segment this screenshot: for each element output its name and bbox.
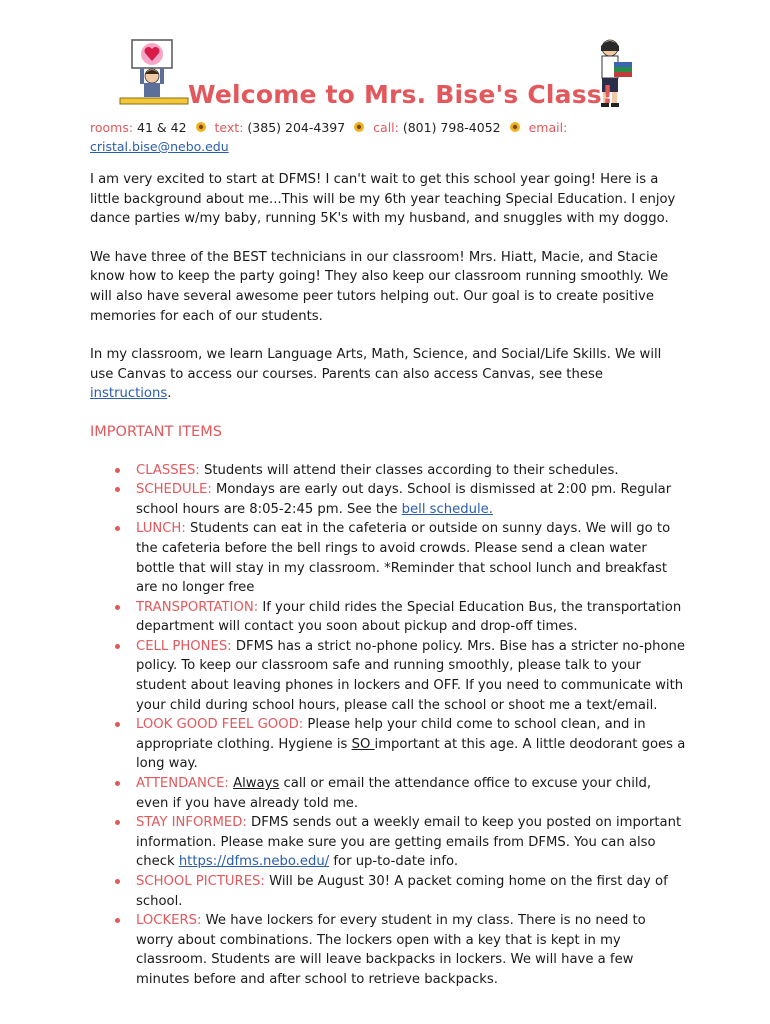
item-label: TRANSPORTATION:: [136, 599, 259, 615]
classroom-text: In my classroom, we learn Language Arts, Math, Science, and Social/Life Skills. We will use Canvas to access our courses. Parents can also access Canvas, see these: [90, 347, 662, 382]
bullet-icon: [115, 879, 120, 884]
list-item-cell-phones: [136, 637, 686, 715]
bullet-icon: [115, 820, 120, 825]
item-text: Students will attend their classes according to their schedules.: [199, 462, 619, 478]
text-label: text:: [214, 120, 244, 135]
sunflower-icon: [353, 121, 365, 133]
list-item-transportation: [136, 598, 686, 637]
contact-line: [90, 118, 690, 156]
rooms-value: 41 & 42: [137, 120, 187, 135]
item-text: DFMS sends out a weekly email to keep you posted on important information. Please make sure you are getting emails from DFMS. You can also check: [136, 815, 682, 870]
page-title: Welcome to Mrs. Bise's Class!: [188, 80, 614, 109]
rooms-label: rooms:: [90, 120, 134, 135]
email-link[interactable]: cristal.bise@nebo.edu: [90, 139, 229, 154]
item-label: CLASSES:: [136, 462, 200, 478]
bullet-icon: [115, 468, 120, 473]
bullet-icon: [115, 918, 120, 923]
list-item-lockers: [136, 911, 686, 989]
call-label: call:: [373, 120, 399, 135]
item-label: LUNCH:: [136, 521, 186, 537]
call-value: (801) 798-4052: [402, 120, 501, 135]
list-item-look-good: [136, 715, 686, 774]
bullet-icon: [115, 526, 120, 531]
item-label: ATTENDANCE:: [136, 776, 229, 792]
item-text: If your child rides the Special Education Bus, the transportation department will contact you soon about pickup and drop-off times.: [136, 599, 682, 635]
email-label: email:: [528, 120, 568, 135]
bullet-icon: [115, 644, 120, 649]
emphasis-so: SO: [351, 736, 375, 752]
list-item-schedule: [136, 480, 686, 519]
bullet-icon: [115, 605, 120, 610]
text-value: (385) 204-4397: [247, 120, 346, 135]
item-label: SCHEDULE:: [136, 482, 212, 498]
sunflower-icon: [509, 121, 521, 133]
bullet-icon: [115, 487, 120, 492]
item-text: DFMS has a strict no-phone policy. Mrs. Bise has a stricter no-phone policy. To keep our classroom safe and running smoothly, please talk to your student about leaving phones in lockers and OFF. If you need to communicate with your child during school hours, please call the school or shoot me a text/email.: [136, 638, 685, 713]
header: [0, 0, 770, 118]
item-label: SCHOOL PICTURES:: [136, 874, 265, 889]
bullet-icon: [115, 781, 120, 786]
list-item-stay-informed: [136, 813, 686, 872]
list-item-attendance: [136, 774, 686, 813]
list-item-lunch: [136, 519, 686, 597]
item-text: call or email the attendance office to excuse your child, even if you have already told me.: [136, 776, 652, 811]
item-text: Will be August 30! A packet coming home on the first day of school.: [136, 874, 668, 909]
item-text: Mondays are early out days. School is dismissed at 2:00 pm. Regular school hours are 8:05-2:45 pm. See the: [136, 482, 672, 517]
item-text: Please help your child come to school clean, and in appropriate clothing. Hygiene is: [136, 717, 646, 752]
item-text: We have lockers for every student in my class. There is no need to worry about combinations. The lockers open with a key that is kept in my classroom. Students are will leave backpacks in lockers. We will have a few minutes before and after school to retrieve backpacks.: [136, 913, 646, 987]
item-text: for up-to-date info.: [329, 854, 459, 870]
item-text: important at this age. A little deodorant goes a long way.: [136, 736, 686, 772]
item-label: LOOK GOOD FEEL GOOD:: [136, 717, 304, 733]
technicians-paragraph: We have three of the BEST technicians in our classroom! Mrs. Hiatt, Macie, and Stacie know how to keep the party going! They also keep our classroom running smoothly. We will also have several awesome peer tutors helping out. Our goal is to create positive memories for each of our students.: [90, 249, 669, 324]
dfms-website-link[interactable]: https://dfms.nebo.edu/: [178, 854, 330, 870]
classroom-text-end: .: [167, 386, 172, 402]
classroom-paragraph: [90, 345, 686, 404]
intro-paragraph: I am very excited to start at DFMS! I can't wait to get this school year going! Here is a little background about me...This will be my 6th year teaching Special Education. I enjoy dance parties w/my baby, running 5K's with my husband, and snuggles with my doggo.: [90, 172, 676, 227]
item-label: LOCKERS:: [136, 913, 202, 929]
sunflower-icon: [195, 121, 207, 133]
item-label: CELL PHONES:: [136, 638, 232, 654]
emphasis-always: Always: [233, 776, 280, 792]
teacher-heart-sign-clipart: [118, 38, 190, 110]
bullet-icon: [115, 722, 120, 727]
list-item-classes: [136, 461, 686, 481]
main-content: [90, 170, 686, 990]
important-items-heading: IMPORTANT ITEMS: [90, 423, 222, 440]
important-items-list: [90, 461, 686, 990]
item-text: Students can eat in the cafeteria or outside on sunny days. We will go to the cafeteria before the bell rings to avoid crowds. Please send a clean water bottle that will stay in my classroom. *Reminder that school lunch and breakfast are no longer free: [136, 521, 671, 596]
item-label: STAY INFORMED:: [136, 815, 247, 831]
instructions-link[interactable]: instructions: [90, 386, 168, 402]
list-item-school-pictures: [136, 872, 686, 911]
bell-schedule-link[interactable]: bell schedule.: [401, 501, 493, 517]
